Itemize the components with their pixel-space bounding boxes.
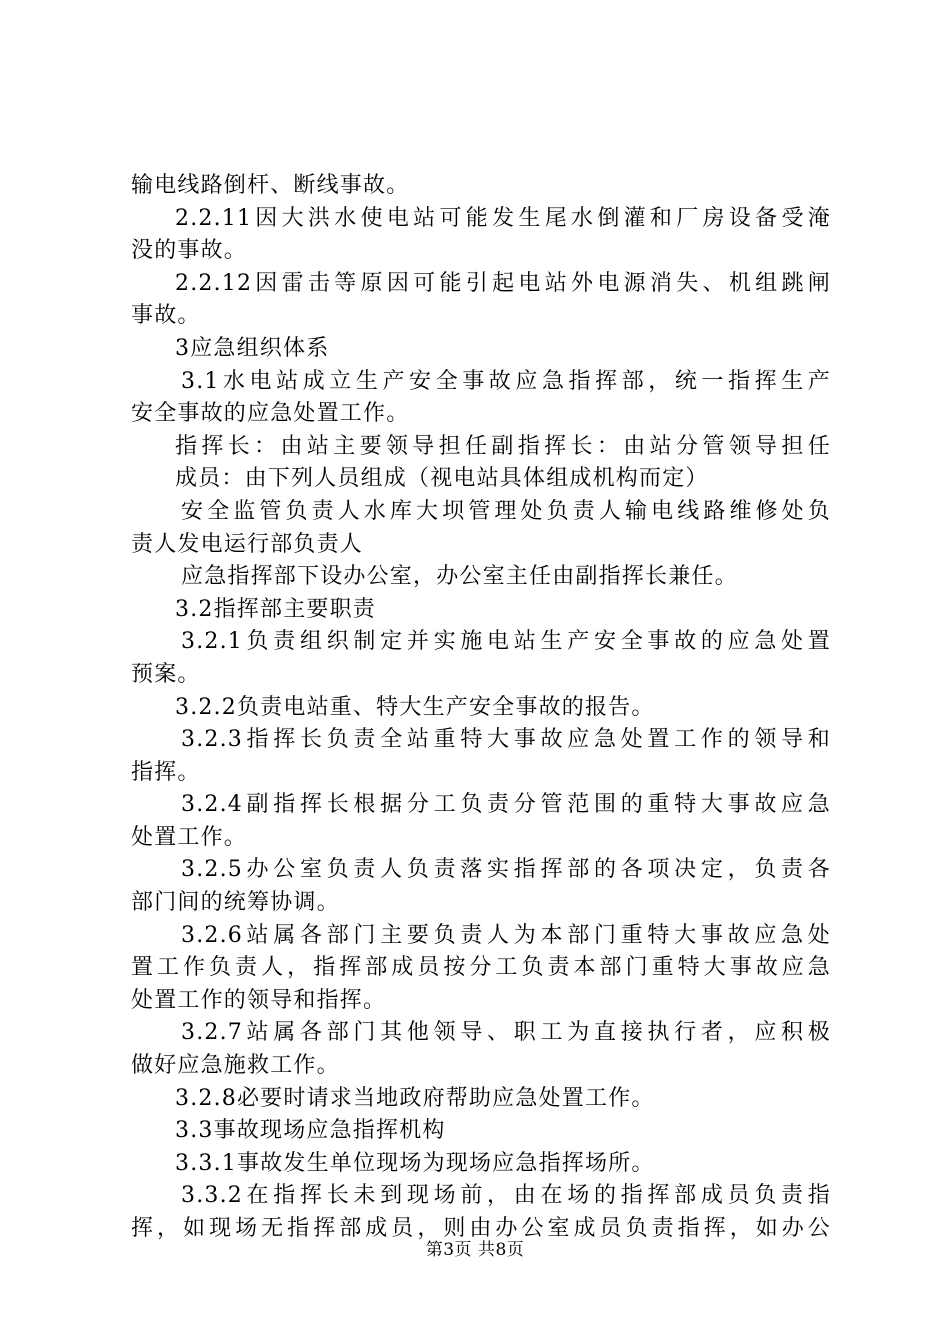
text-line: 事故。 [131, 303, 201, 329]
text-line: 3.2.4副指挥长根据分工负责分管范围的重特大事故应急 [181, 792, 831, 818]
text-line: 3.2.8必要时请求当地政府帮助应急处置工作。 [175, 1085, 655, 1111]
text-line: 3.2.2负责电站重、特大生产安全事故的报告。 [175, 694, 655, 720]
text-line: 置工作负责人，指挥部成员按分工负责本部门重特大事故应急 [131, 955, 831, 981]
text-line: 2.2.11因大洪水使电站可能发生尾水倒灌和厂房设备受淹 [175, 205, 831, 231]
text-line: 指挥。 [131, 759, 201, 785]
text-line: 部门间的统筹协调。 [131, 890, 340, 916]
text-line: 3.2.6站属各部门主要负责人为本部门重特大事故应急处 [181, 922, 831, 948]
text-line: 3.2.3指挥长负责全站重特大事故应急处置工作的领导和 [181, 727, 831, 753]
section-heading: 3.3事故现场应急指挥机构 [175, 1118, 446, 1144]
text-line: 3.2.5办公室负责人负责落实指挥部的各项决定，负责各 [181, 857, 831, 883]
text-line: 处置工作的领导和指挥。 [131, 987, 387, 1013]
text-line: 挥，如现场无指挥部成员，则由办公室成员负责指挥，如办公 [131, 1216, 831, 1241]
text-line: 做好应急施救工作。 [131, 1053, 340, 1079]
section-heading: 3.2指挥部主要职责 [175, 596, 376, 622]
text-line: 没的事故。 [131, 238, 248, 264]
page-number-label: 第3页 共8页 [425, 1240, 525, 1260]
text-line: 应急指挥部下设办公室，办公室主任由副指挥长兼任。 [181, 564, 738, 590]
text-line: 成员：由下列人员组成（视电站具体组成机构而定） [175, 466, 709, 492]
text-line: 安全监管负责人水库大坝管理处负责人输电线路维修处负 [181, 498, 831, 524]
document-body [131, 170, 831, 1246]
page-footer [0, 1240, 950, 1260]
text-line: 3.2.7站属各部门其他领导、职工为直接执行者，应积极 [181, 1020, 831, 1046]
text-line: 3.3.1事故发生单位现场为现场应急指挥场所。 [175, 1150, 655, 1176]
text-line: 2.2.12因雷击等原因可能引起电站外电源消失、机组跳闸 [175, 270, 831, 296]
text-line: 预案。 [131, 661, 201, 687]
text-line: 安全事故的应急处置工作。 [131, 401, 410, 427]
text-line: 责人发电运行部负责人 [131, 531, 364, 557]
text-line: 输电线路倒杆、断线事故。 [131, 173, 410, 198]
text-line: 处置工作。 [131, 824, 248, 850]
section-heading: 3应急组织体系 [175, 335, 330, 361]
text-line: 3.3.2在指挥长未到现场前，由在场的指挥部成员负责指 [181, 1183, 831, 1209]
text-line: 3.1水电站成立生产安全事故应急指挥部，统一指挥生产 [181, 368, 831, 394]
text-line: 3.2.1负责组织制定并实施电站生产安全事故的应急处置 [181, 629, 831, 655]
text-line: 指挥长：由站主要领导担任副指挥长：由站分管领导担任 [175, 433, 831, 459]
